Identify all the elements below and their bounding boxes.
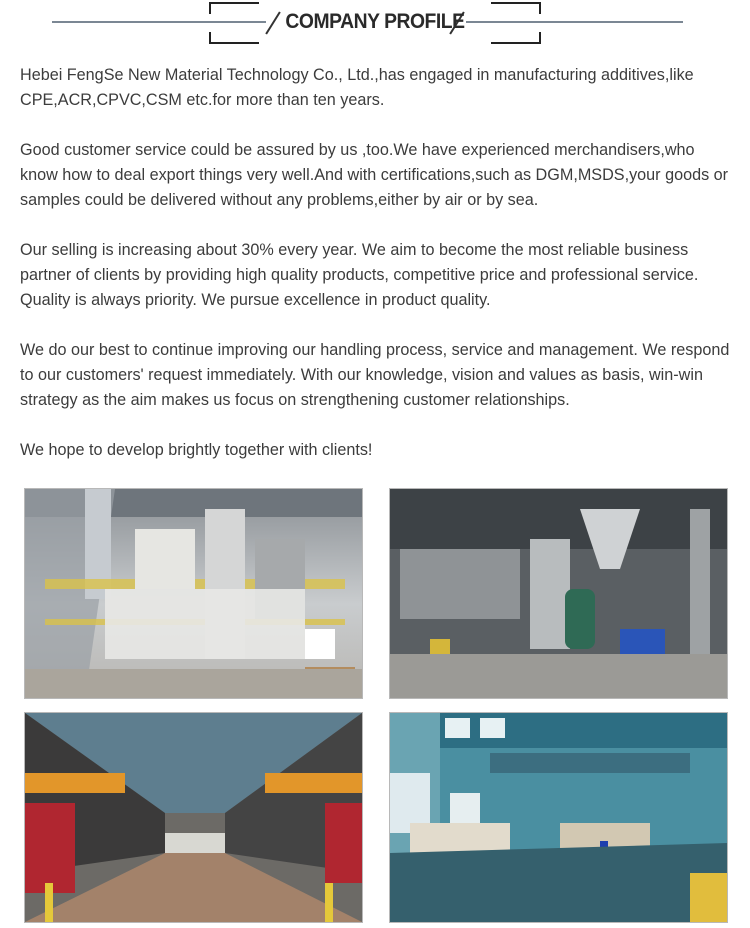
factory-photo-3	[24, 712, 363, 923]
paragraph-intro: Hebei FengSe New Material Technology Co., Ltd.,has engaged in manufacturing additives,like CPE,ACR,CPVC,CSM etc.for more than ten years.	[20, 66, 694, 109]
factory-photo-2	[389, 488, 728, 699]
factory-photo-1	[24, 488, 363, 699]
paragraph-service: Good customer service could be assured by us ,too.We have experienced merchandisers,who know how to deal export things very well.And with certifications,such as DGM,MSDS,your goods or samples could be delivered without any problems,either by air or by sea.	[20, 141, 729, 209]
paragraph-improvement: We do our best to continue improving our handling process, service and management. We respond to our customers' request immediately. With our knowledge, vision and values as basis, win-win strategy as the aim makes us focus on strengthening customer relationships.	[20, 341, 730, 409]
page-title: COMPANY PROFILE	[285, 10, 465, 33]
company-description	[20, 63, 735, 488]
section-header	[0, 0, 750, 50]
factory-photo-4	[389, 712, 728, 923]
paragraph-growth: Our selling is increasing about 30% every year. We aim to become the most reliable business partner of clients by providing high quality products, competitive price and professional service. Quality is always priority. We pursue excellence in product quality.	[20, 241, 699, 309]
paragraph-closing: We hope to develop brightly together with clients!	[20, 441, 373, 459]
